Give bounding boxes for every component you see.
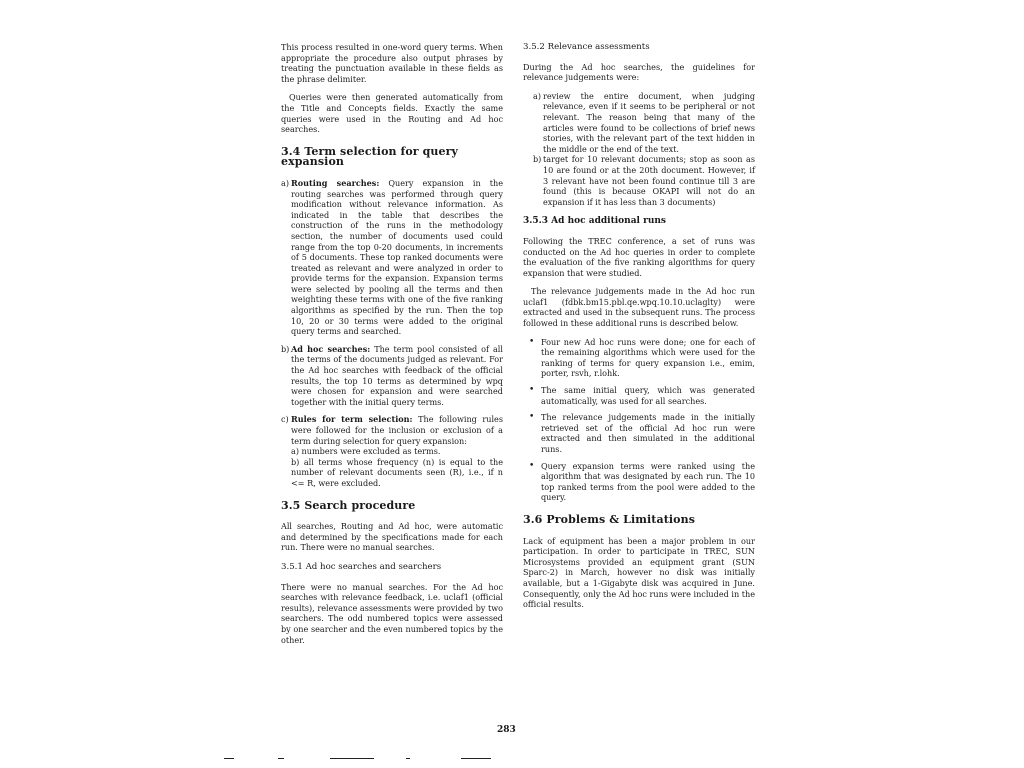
bullet-icon: • [529, 412, 535, 423]
paragraph: Following the TREC conference, a set of runs was conducted on the Ad hoc queries in order to complete the evaluation of the five ranking algorithms for query expansion that were studied. [523, 235, 755, 278]
section-heading-3-6: 3.6 Problems & Limitations [523, 512, 695, 526]
item-text [291, 178, 503, 337]
item-body: Query expansion in the routing searches was performed through query modification without relevance information. As indicated in the table that describes the construction of the runs in the methodology section, the number of documents used could range from the top 0-20 documents, in increments of 5 documents. These top ranked documents were treated as relevant and were analyzed in order to provide terms for the expansion. Expansion terms were selected by pooling all the terms and then weighting these terms with one of the five ranking algorithms as specified by the run. Then the top 10, 20 or 30 terms were added to the original query terms and searched. [291, 177, 503, 337]
list-item-routing [281, 178, 503, 337]
list-item-text: Four new Ad hoc runs were done; one for each of the remaining algorithms which were used for the ranking of terms for query expansion i.e., emim, porter, rsvh, r.lohk. [541, 336, 755, 379]
list-item-rules [281, 414, 503, 488]
item-text [291, 414, 503, 488]
bullet-icon: • [529, 336, 535, 347]
subsection-heading-3-5-1: 3.5.1 Ad hoc searches and searchers [281, 561, 442, 572]
list-item [529, 385, 755, 406]
list-item-text: Query expansion terms were ranked using the algorithm that was designated by each run. The 10 top ranked terms from the pool were added to the query. [541, 460, 755, 503]
footer-rule [406, 758, 410, 759]
item-text: review the entire document, when judging relevance, even if it seems to be peripheral or not relevant. The reason being that many of the articles were found to be collections of brief news stories, with the relevant part of the text hidden in the middle or the end of the text. [543, 90, 755, 154]
paragraph: This process resulted in one-word query terms. When appropriate the procedure also output phrases by treating the punctuation available in these fields as the phrase delimiter. [281, 42, 503, 84]
section-heading-3-5: 3.5 Search procedure [281, 498, 416, 512]
list-item-text: The relevance judgements made in the initially retrieved set of the official Ad hoc run were extracted and then simulated in the additional runs. [541, 412, 755, 454]
paragraph: All searches, Routing and Ad hoc, were automatic and determined by the specifications made for each run. There were no manual searches. [281, 521, 503, 553]
list-item [529, 412, 755, 454]
item-text: target for 10 relevant documents; stop as soon as 10 are found or at the 20th document. However, if 3 relevant have not been found continue till 3 are found (this is because OKAPI will not do an expansion if it has less than 3 documents) [543, 154, 755, 207]
list-item-adhoc [281, 344, 503, 408]
paragraph: During the Ad hoc searches, the guidelines for relevance judgements were: [523, 61, 755, 83]
subsection-heading-3-5-2: 3.5.2 Relevance assessments [523, 42, 650, 52]
left-column [281, 42, 503, 653]
guideline-a [533, 91, 755, 155]
item-body: The following rules were followed for the inclusion or exclusion of a term during selection for query expansion: [291, 414, 503, 446]
item-label: b) [533, 154, 542, 165]
right-column [523, 42, 755, 618]
paragraph: Lack of equipment has been a major problem in our participation. In order to participate in TREC, SUN Microsystems provided an equipment grant (SUN Sparc-2) in March, however no disk was initially available, but a 1-Gigabyte disk was acquired in June. Consequently, only the Ad hoc runs were included in the official results. [523, 535, 755, 610]
paragraph: Queries were then generated automatically from the Title and Concepts fields. Exactly the same queries were used in the Routing and Ad hoc searches. [281, 92, 503, 135]
subsection-heading-3-5-3: 3.5.3 Ad hoc additional runs [523, 216, 666, 227]
list-item-text: The same initial query, which was generated automatically, was used for all searches. [541, 385, 755, 406]
paragraph: There were no manual searches. For the Ad hoc searches with relevance feedback, i.e. uclaf1 (official results), relevance assessments were provided by two searchers. The odd numbered topics were assessed by one searcher and the even numbered topics by the other. [281, 581, 503, 645]
list-item [529, 337, 755, 379]
footer-rule [330, 758, 374, 759]
item-label: a) [533, 90, 541, 101]
bullet-list [523, 337, 755, 503]
section-heading-3-4: 3.4 Term selection for query expansion [281, 144, 459, 169]
bullet-icon: • [529, 460, 535, 471]
item-label: b) [281, 343, 290, 354]
item-text [291, 344, 503, 408]
guideline-b [533, 154, 755, 207]
item-label: c) [281, 414, 289, 425]
item-label: a) [281, 177, 289, 188]
rule-a: a) numbers were excluded as terms. [291, 446, 441, 457]
item-tag: Ad hoc searches: [291, 343, 371, 354]
rule-b: b) all terms whose frequency (n) is equal to the number of relevant documents seen (R), i.e., if n <= R, were excluded. [291, 456, 503, 488]
list-item [529, 461, 755, 503]
item-tag: Rules for term selection: [291, 414, 413, 425]
footer-rule [461, 758, 491, 759]
item-tag: Routing searches: [291, 177, 380, 188]
bullet-icon: • [529, 385, 535, 396]
footer-rule [224, 758, 234, 759]
paragraph: The relevance judgements made in the Ad hoc run uclaf1 (fdbk.bm15.pbl.qe.wpq.10.10.uclaglty) were extracted and used in the subsequent runs. The process followed in these additional runs is described below. [523, 286, 755, 329]
footer-rule [278, 758, 284, 759]
item-body: The term pool consisted of all the terms of the documents judged as relevant. For the Ad hoc searches with feedback of the official results, the top 10 terms as determined by wpq were chosen for expansion and were searched together with the initial query terms. [291, 343, 503, 407]
page-number: 283 [497, 725, 516, 735]
